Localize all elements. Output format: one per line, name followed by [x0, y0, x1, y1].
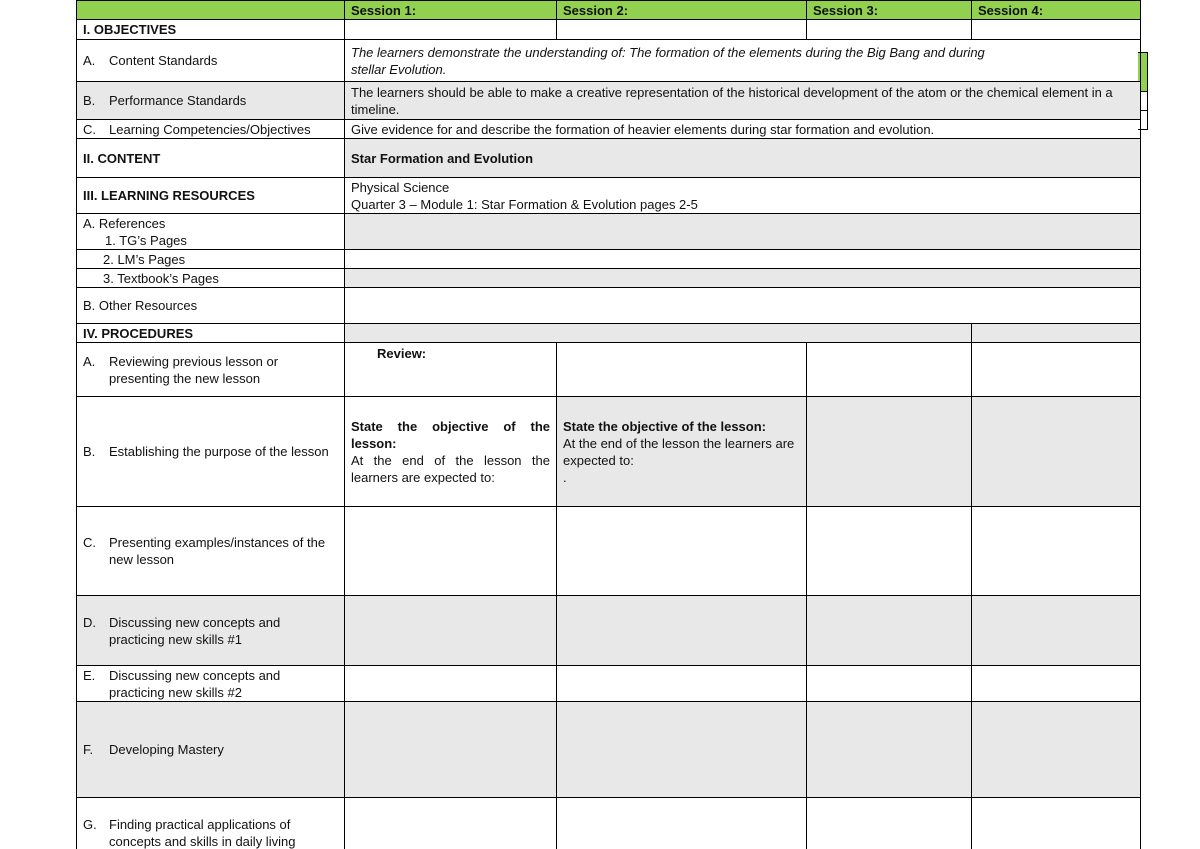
procedure-b-row: [77, 397, 1141, 507]
performance-standards-text: The learners should be able to make a creative representation of the historical development of the atom or the chemical element in a timeline.: [345, 82, 1141, 120]
other-resources-row: [77, 288, 1141, 324]
textbook-pages-label: 3. Textbook’s Pages: [77, 269, 345, 288]
procedure-e-label: Discussing new concepts and practicing new skills #2: [109, 667, 281, 700]
learning-resources-title: III. LEARNING RESOURCES: [77, 178, 345, 214]
content-standards-row: [77, 40, 1141, 82]
resources-module: Quarter 3 – Module 1: Star Formation & Evolution pages 2-5: [351, 196, 698, 212]
procedure-b-label: Establishing the purpose of the lesson: [109, 444, 329, 459]
resources-subject: Physical Science: [351, 179, 450, 195]
procedure-c-row: [77, 507, 1141, 596]
performance-standards-label: Performance Standards: [109, 93, 247, 108]
learning-resources-row: [77, 178, 1141, 214]
procedures-row: [77, 324, 1141, 343]
textbook-pages-row: [77, 269, 1141, 288]
procedure-b-s2-extra: .: [563, 469, 567, 485]
session-3-header: Session 3:: [807, 1, 972, 20]
lesson-plan-table: [76, 0, 1141, 849]
procedure-g-key: G.: [83, 816, 97, 832]
procedure-c-label: Presenting examples/instances of the new lesson: [109, 535, 326, 567]
procedure-d-row: [77, 596, 1141, 666]
content-standards-text: The learners demonstrate the understanding of: The formation of the elements during the Big Bang and during stellar Evolution.: [345, 40, 1141, 82]
content-standards-key: A.: [83, 53, 96, 68]
session-4-header: Session 4:: [972, 1, 1141, 20]
procedure-c-key: C.: [83, 535, 96, 550]
content-title: II. CONTENT: [77, 139, 345, 178]
competencies-text: Give evidence for and describe the formation of heavier elements during star formation and evolution.: [345, 120, 1141, 139]
procedure-d-label: Discussing new concepts and practicing new skills #1: [109, 614, 281, 647]
header-corner: [77, 1, 345, 20]
procedure-b-s1-text: At the end of the lesson the learners are expected to:: [351, 452, 550, 485]
tg-pages-label: 1. TG’s Pages: [105, 232, 187, 248]
competencies-label: Learning Competencies/Objectives: [109, 121, 311, 137]
procedure-b-s1-heading: State the objective of the lesson:: [351, 418, 550, 451]
procedure-d-key: D.: [83, 614, 96, 630]
procedure-b-s2-text: At the end of the lesson the learners are expected to:: [563, 435, 795, 468]
objectives-title: I. OBJECTIVES: [77, 20, 345, 40]
procedure-g-row: [77, 798, 1141, 849]
procedure-a-row: [77, 343, 1141, 397]
procedure-b-key: B.: [83, 444, 96, 459]
objectives-row: [77, 20, 1141, 40]
competencies-key: C.: [83, 121, 96, 137]
procedure-a-label: Reviewing previous lesson or presenting the new lesson: [109, 353, 279, 386]
procedure-f-label: Developing Mastery: [109, 742, 224, 757]
procedure-e-row: [77, 666, 1141, 702]
session-header-row: [77, 1, 1141, 20]
other-resources-label: B. Other Resources: [77, 288, 345, 324]
procedure-f-key: F.: [83, 742, 94, 757]
references-row: [77, 214, 1141, 250]
procedure-a-key: A.: [83, 353, 96, 369]
lm-pages-row: [77, 250, 1141, 269]
procedure-f-row: [77, 702, 1141, 798]
performance-standards-key: B.: [83, 93, 96, 108]
lesson-plan-sheet: [76, 0, 1140, 849]
session-1-header: Session 1:: [345, 1, 557, 20]
procedure-g-label: Finding practical applications of concepts and skills in daily living: [109, 816, 296, 849]
session-2-header: Session 2:: [557, 1, 807, 20]
content-standards-label: Content Standards: [109, 53, 218, 68]
procedures-title: IV. PROCEDURES: [77, 324, 345, 343]
competencies-row: [77, 120, 1141, 139]
references-label: A. References: [83, 215, 166, 231]
procedure-b-s2-heading: State the objective of the lesson:: [563, 418, 766, 434]
lm-pages-label: 2. LM’s Pages: [77, 250, 345, 269]
procedure-e-key: E.: [83, 667, 96, 683]
procedure-a-session-1: Review:: [345, 343, 557, 397]
content-text: Star Formation and Evolution: [345, 139, 1141, 178]
content-row: [77, 139, 1141, 178]
performance-standards-row: [77, 82, 1141, 120]
